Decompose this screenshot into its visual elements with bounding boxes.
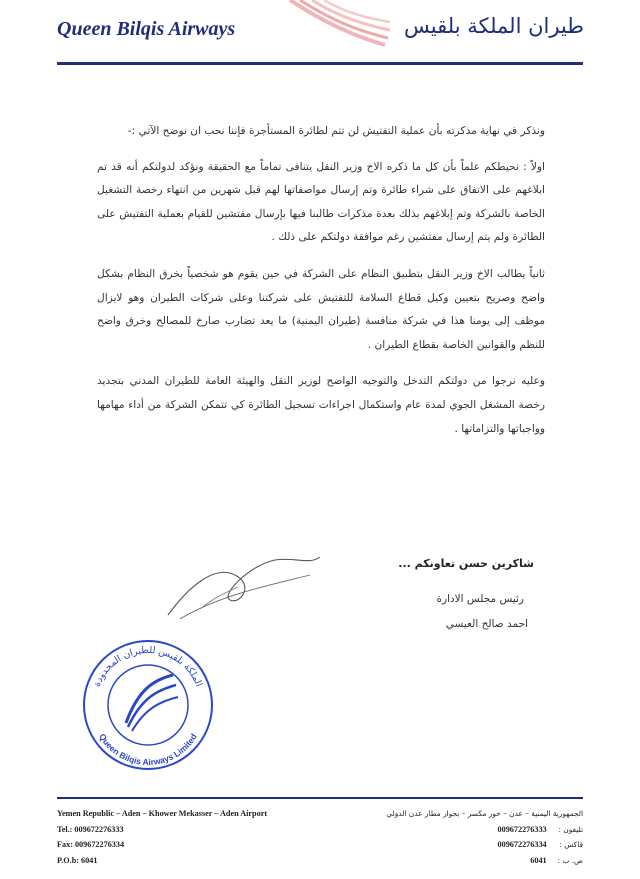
company-stamp <box>78 635 218 775</box>
svg-text:Queen Bilqis Airways Limited <box>97 732 199 767</box>
footer-pob-label: ص. ب : <box>557 855 583 865</box>
footer-pob-number: 6041 <box>530 855 547 865</box>
stamp-arabic-text: الملكة بلقيس للطيران المحدودة <box>91 644 205 689</box>
svg-text:الملكة بلقيس للطيران المحدودة <box>92 645 205 689</box>
stamp-english-text: Queen Bilqis Airways Limited <box>97 731 199 768</box>
footer-address-english: Yemen Republic – Aden – Khower Mekasser – Aden Airport <box>57 809 268 818</box>
footer-contact-arabic <box>323 806 583 868</box>
footer-divider <box>57 797 583 799</box>
footer-pob-english: P.O.b: 6041 <box>57 855 98 865</box>
footer-address-arabic: الجمهورية اليمنية – عدن – خور مكسر – بجوار مطار عدن الدولي <box>386 809 583 818</box>
signer-name: احمد صالح العيسي <box>445 618 528 630</box>
footer-fax-number: 009672276334 <box>497 840 547 849</box>
footer-tel-number: 009672276333 <box>497 824 547 834</box>
closing-line: شاكرين حسن تعاونكم ... <box>398 557 534 570</box>
footer-pob-arabic <box>323 853 583 869</box>
footer-fax-english: Fax: 009672276334 <box>57 840 125 849</box>
company-name-arabic: طيران الملكة بلقيس <box>404 14 584 38</box>
footer-tel-label: تليفون : <box>558 824 583 834</box>
footer-contact-english <box>57 806 267 868</box>
company-name-english: Queen Bilqis Airways <box>57 18 236 40</box>
letter-paragraph-first: اولاً : نحيطكم علماً بأن كل ما ذكره الاخ وزير النقل يتنافى تماماً مع الحقيقة ونؤكد لدولتكم أنه قد تم ابلاغهم على الاتفاق على شراء طائرة وتم إرسال مواصفاتها لهم قبل شهرين من انتهاء رخصة التشغيل الخاصة بالشركة وتم إبلاغهم بذلك بعدة مذكرات طالبنا فيها بإرسال مفتشين للقيام بعملية التفتيش على الطائرة ولم يتم إرسال مفتشين رغم موافقة دولتكم على ذلك . <box>97 160 545 244</box>
letter-paragraph-request: وعليه نرجوا من دولتكم التدخل والتوجيه الواضح لوزير النقل والهيئة العامة للطيران المدني بتجديد رخصة المشغل الجوي لمدة عام واستكمال اجراءات تسجيل الطائرة كي تتمكن الشركة من أداء مهامها وواجباتها والتزاماتها . <box>97 375 545 435</box>
footer-tel-arabic <box>323 822 583 838</box>
footer-fax-label: فاكس : <box>559 840 583 849</box>
letter-body <box>97 120 545 455</box>
signer-title: رئيس مجلس الادارة <box>436 593 524 605</box>
airline-logo-watermark <box>280 0 390 70</box>
header-divider <box>57 62 583 65</box>
letter-intro-paragraph: ونذكر في نهاية مذكرته بأن عملية التفتيش لن تتم لطائرة المستأجرة فإننا نحب ان نوضح الآتي :- <box>127 125 545 137</box>
footer-fax-arabic <box>323 837 583 853</box>
handwritten-signature <box>160 545 330 625</box>
letter-paragraph-second: ثانياً يطالب الاخ وزير النقل بتطبيق النظام على الشركة في حين يقوم هو شخصياً بخرق النظام بشكل واضح وصريح بتعيين وكيل قطاع السلامة للتفتيش على شركتنا وعلى شركات الطيران وهو لايزال موظف إلى يومنا هذا في شركة منافسة (طيران اليمنية) ما يعد تضارب صارخ للمصالح وخرق واضح للنظم والقوانين الخاصة بقطاع الطيران . <box>97 267 545 351</box>
footer-tel-english: Tel.: 009672276333 <box>57 824 124 834</box>
